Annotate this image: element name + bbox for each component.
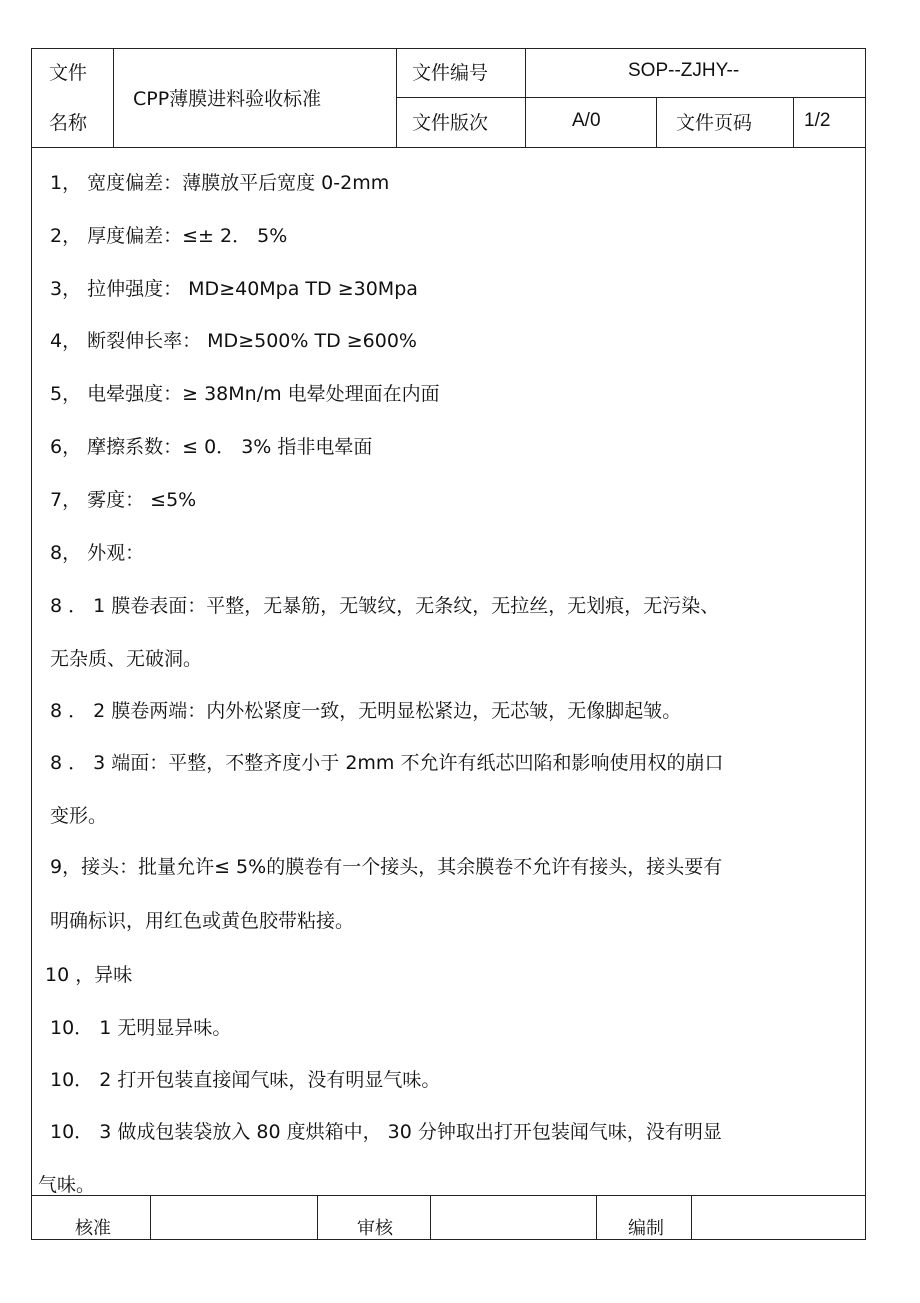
body-line-9: 8 ． 1 膜卷表面：平整，无暴筋，无皱纹，无条纹，无拉丝，无划痕，无污染、 bbox=[50, 595, 720, 617]
document-title: CPP薄膜进料验收标准 bbox=[133, 88, 322, 110]
body-line-15: 明确标识，用红色或黄色胶带粘接。 bbox=[50, 910, 355, 932]
footer-vline-3 bbox=[430, 1195, 431, 1240]
file-name-label-line1: 文件 bbox=[49, 62, 88, 84]
body-line-6: 6， 摩擦系数：≤ 0． 3% 指非电晕面 bbox=[50, 436, 373, 458]
header-vline-2 bbox=[396, 48, 397, 147]
body-line-10: 无杂质、无破洞。 bbox=[50, 648, 203, 670]
footer-top-line bbox=[31, 1195, 866, 1196]
body-line-2: 2， 厚度偏差：≤± 2． 5% bbox=[50, 225, 288, 247]
body-line-20: 气味。 bbox=[38, 1174, 96, 1196]
version-value: A/0 bbox=[572, 110, 601, 131]
footer-vline-4 bbox=[596, 1195, 597, 1240]
review-label: 审核 bbox=[357, 1218, 393, 1239]
header-vline-3 bbox=[525, 48, 526, 147]
body-line-19: 10． 3 做成包装袋放入 80 度烘箱中， 30 分钟取出打开包装闻气味，没有明显 bbox=[50, 1121, 722, 1143]
body-line-12: 8 ． 3 端面：平整，不整齐度小于 2mm 不允许有纸芯凹陷和影响使用权的崩口 bbox=[50, 752, 724, 774]
body-line-1: 1， 宽度偏差：薄膜放平后宽度 0-2mm bbox=[50, 172, 390, 194]
review-signature-field[interactable] bbox=[440, 1214, 590, 1236]
prepare-label: 编制 bbox=[628, 1218, 664, 1239]
body-line-16: 10 ，异味 bbox=[45, 964, 133, 986]
approve-signature-field[interactable] bbox=[160, 1214, 310, 1236]
header-mid-line bbox=[396, 97, 866, 98]
body-line-7: 7， 雾度： ≤5% bbox=[50, 489, 197, 511]
body-line-17: 10． 1 无明显异味。 bbox=[50, 1017, 232, 1039]
footer-vline-5 bbox=[691, 1195, 692, 1240]
body-line-4: 4， 断裂伸长率： MD≥500% TD ≥600% bbox=[50, 330, 417, 352]
body-line-5: 5， 电晕强度：≥ 38Mn/m 电晕处理面在内面 bbox=[50, 383, 440, 405]
prepare-signature-field[interactable] bbox=[700, 1214, 860, 1236]
version-label: 文件版次 bbox=[412, 112, 489, 134]
body-line-14: 9，接头：批量允许≤ 5%的膜卷有一个接头，其余膜卷不允许有接头，接头要有 bbox=[50, 856, 723, 878]
page-label: 文件页码 bbox=[676, 112, 753, 134]
header-vline-4 bbox=[656, 97, 657, 147]
doc-no-value: SOP--ZJHY-- bbox=[628, 60, 740, 81]
body-line-3: 3， 拉伸强度： MD≥40Mpa TD ≥30Mpa bbox=[50, 278, 418, 300]
body-line-8: 8， 外观： bbox=[50, 542, 145, 564]
header-vline-5 bbox=[793, 97, 794, 147]
body-line-11: 8 ． 2 膜卷两端：内外松紧度一致，无明显松紧边，无芯皱，无像脚起皱。 bbox=[50, 700, 682, 722]
body-line-13: 变形。 bbox=[50, 805, 108, 827]
body-line-18: 10． 2 打开包装直接闻气味，没有明显气味。 bbox=[50, 1069, 441, 1091]
header-bottom-line bbox=[31, 147, 866, 148]
header-vline-1 bbox=[113, 48, 114, 147]
footer-vline-2 bbox=[317, 1195, 318, 1240]
footer-vline-1 bbox=[150, 1195, 151, 1240]
file-name-label-line2: 名称 bbox=[49, 112, 88, 134]
approve-label: 核准 bbox=[75, 1218, 111, 1239]
page-value: 1/2 bbox=[804, 110, 831, 131]
doc-no-label: 文件编号 bbox=[412, 62, 489, 84]
